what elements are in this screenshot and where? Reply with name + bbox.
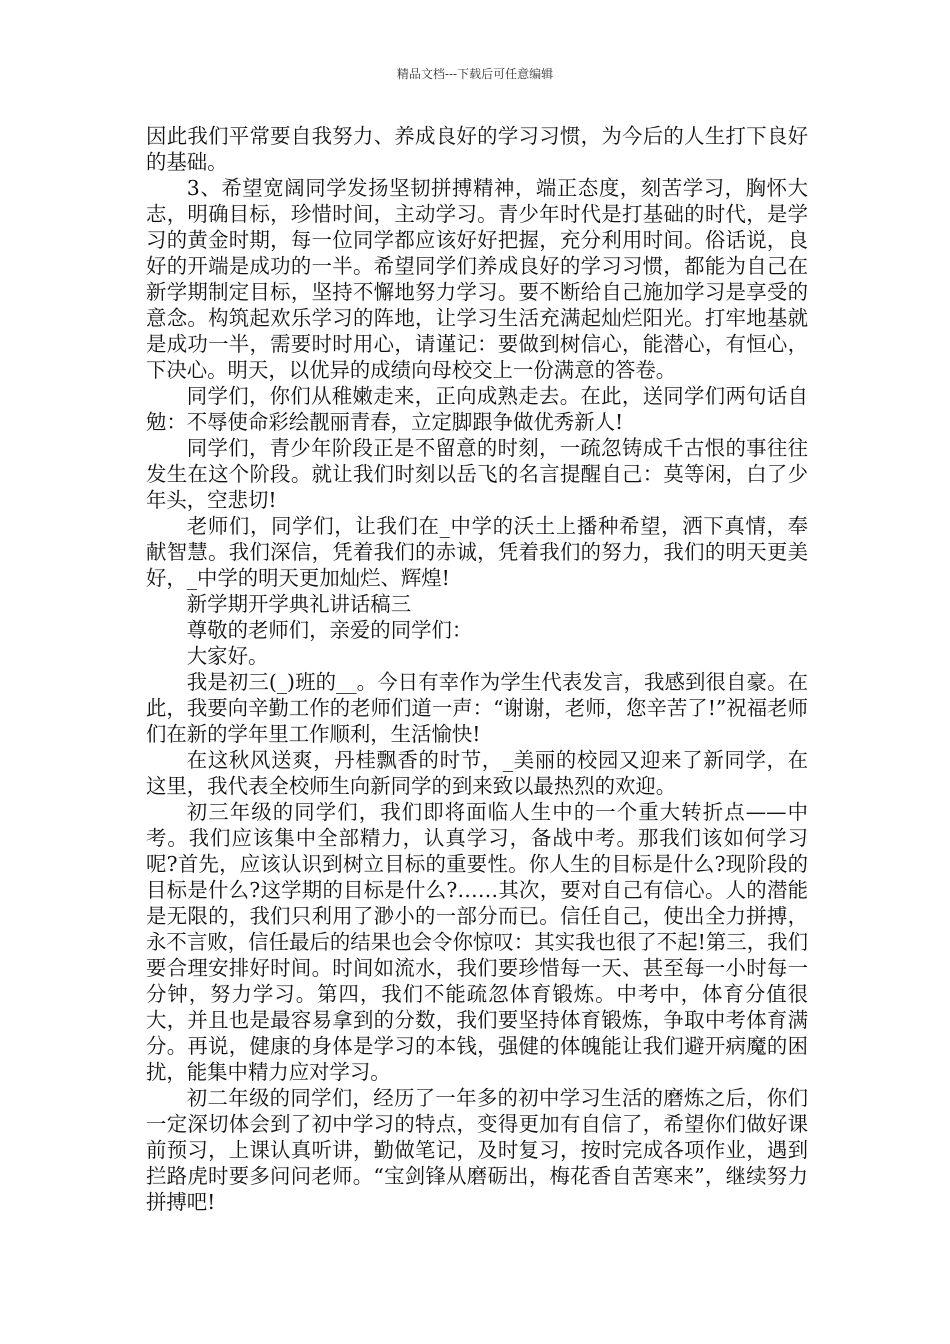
paragraph: 同学们，青少年阶段正是不留意的时刻，一疏忽铸成千古恨的事往往发生在这个阶段。就让我们时刻以岳飞的名言提醒自己：莫等闲，白了少年头，空悲切! xyxy=(146,436,808,512)
paragraph: 在这秋风送爽，丹桂飘香的时节，_美丽的校园又迎来了新同学，在这里，我代表全校师生向新同学的到来致以最热烈的欢迎。 xyxy=(146,748,808,798)
document-body xyxy=(146,123,808,1215)
salutation: 尊敬的老师们，亲爱的同学们： xyxy=(186,618,473,642)
paragraph: 因此我们平常要自我努力、养成良好的学习习惯，为今后的人生打下良好的基础。 xyxy=(146,124,808,174)
section-title: 新学期开学典礼讲话稿三 xyxy=(186,592,412,616)
paragraph: 初二年级的同学们，经历了一年多的初中学习生活的磨炼之后，你们一定深切体会到了初中学习的特点，变得更加有自信了，希望你们做好课前预习，上课认真听讲，勤做笔记，及时复习，按时完成各项作业，遇到拦路虎时要多问问老师。“宝剑锋从磨砺出，梅花香自苦寒来”，继续努力拼搏吧! xyxy=(146,1086,808,1214)
paragraph: 老师们，同学们，让我们在_中学的沃土上播种希望，洒下真情，奉献智慧。我们深信，凭着我们的赤诚，凭着我们的努力，我们的明天更美好，_中学的明天更加灿烂、辉煌! xyxy=(146,514,808,590)
paragraph: 3、希望宽阔同学发扬坚韧拼搏精神，端正态度，刻苦学习，胸怀大志，明确目标，珍惜时间，主动学习。青少年时代是打基础的时代，是学习的黄金时期，每一位同学都应该好好把握，充分利用时间。俗话说，良好的开端是成功的一半。希望同学们养成良好的学习习惯，都能为自己在新学期制定目标，坚持不懈地努力学习。要不断给自己施加学习是享受的意念。构筑起欢乐学习的阵地，让学习生活充满起灿烂阳光。打牢地基就是成功一半，需要时时用心，请谨记：要做到树信心，能潜心，有恒心，下决心。明天，以优异的成绩向母校交上一份满意的答卷。 xyxy=(146,176,808,382)
page-header: 精品文档---下载后可任意编辑 xyxy=(396,67,554,81)
paragraph: 同学们，你们从稚嫩走来，正向成熟走去。在此，送同学们两句话自勉：不辱使命彩绘靓丽青春，立定脚跟争做优秀新人! xyxy=(146,384,808,434)
paragraph: 我是初三(_)班的__。今日有幸作为学生代表发言，我感到很自豪。在此，我要向辛勤工作的老师们道一声：“谢谢，老师，您辛苦了!”祝福老师们在新的学年里工作顺利，生活愉快! xyxy=(146,670,808,746)
greeting: 大家好。 xyxy=(186,644,269,668)
paragraph: 初三年级的同学们，我们即将面临人生中的一个重大转折点——中考。我们应该集中全部精力，认真学习，备战中考。那我们该如何学习呢?首先，应该认识到树立目标的重要性。你人生的目标是什么?现阶段的目标是什么?这学期的目标是什么?……其次，要对自己有信心。人的潜能是无限的，我们只利用了渺小的一部分而已。信任自己，使出全力拼搏，永不言败，信任最后的结果也会令你惊叹：其实我也很了不起!第三，我们要合理安排好时间。时间如流水，我们要珍惜每一天、甚至每一小时每一分钟，努力学习。第四，我们不能疏忽体育锻炼。中考中，体育分值很大，并且也是最容易拿到的分数，我们要坚持体育锻炼，争取中考体育满分。再说，健康的身体是学习的本钱，强健的体魄能让我们避开病魔的困扰，能集中精力应对学习。 xyxy=(146,800,808,1084)
